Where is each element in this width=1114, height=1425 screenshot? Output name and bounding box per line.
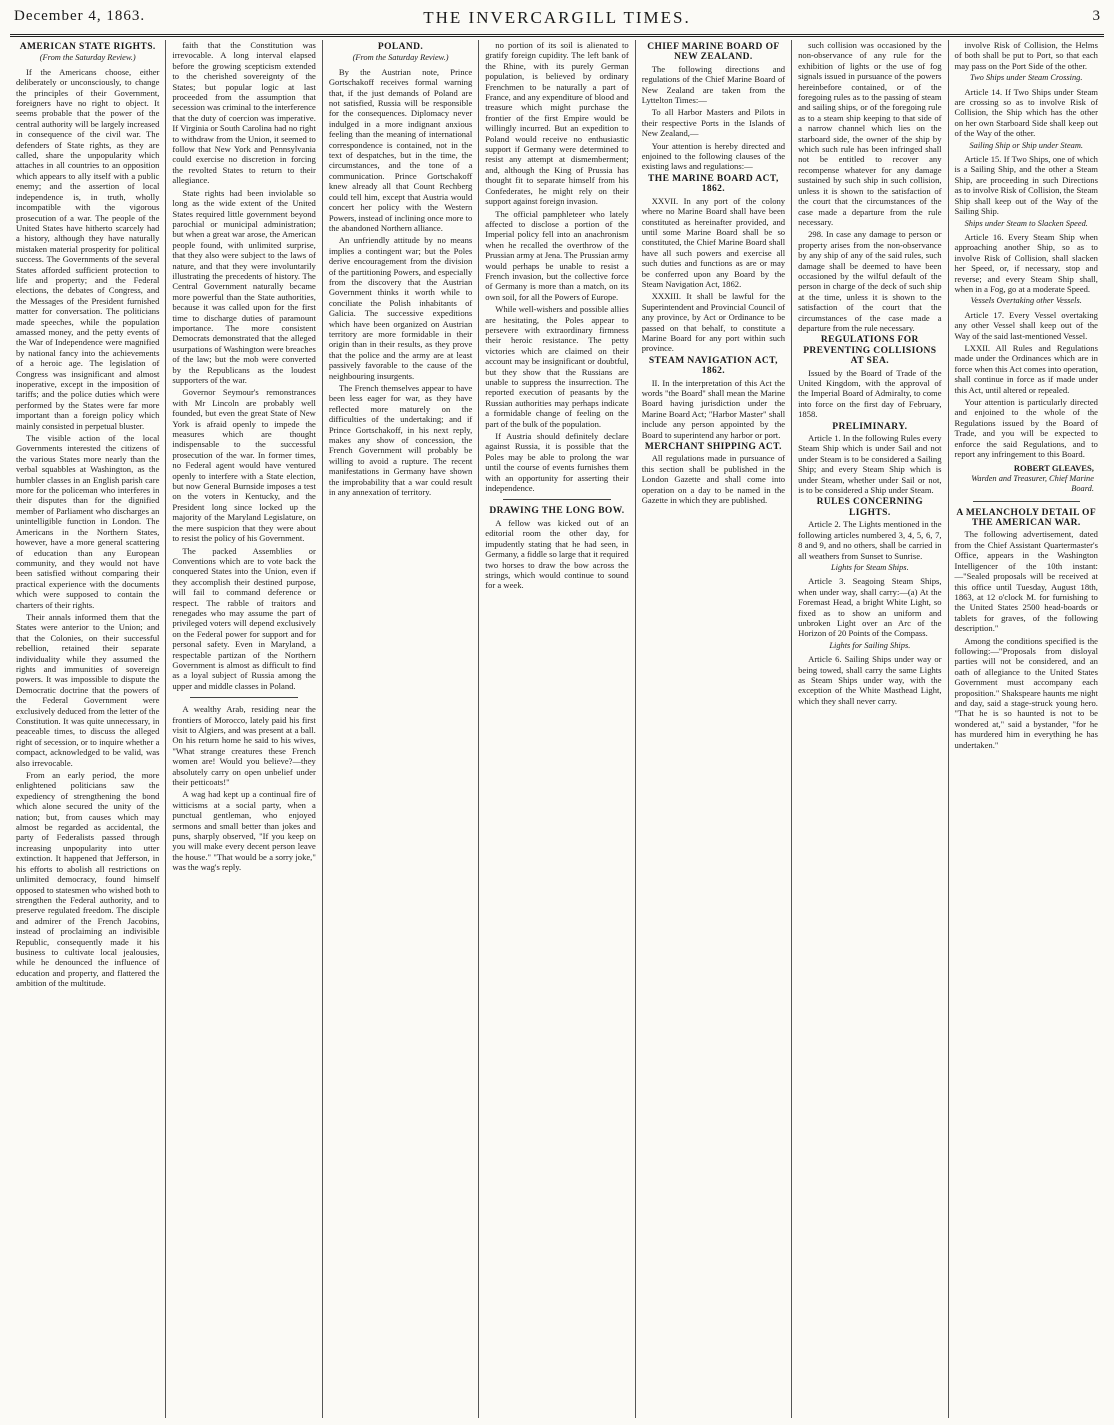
signature-title: Warden and Treasurer, Chief Marine Board. <box>971 473 1094 494</box>
paragraph: Article 16. Every Steam Ship when approaching another Ship, so as to involve Risk of Collision, shall slacken her Speed, or, if necessary, stop and reverse; and every Steam Ship shall, when in a Fog, go at a moderate Speed. <box>954 231 1098 294</box>
paragraph: Article 2. The Lights mentioned in the following articles numbered 3, 4, 5, 6, 7, 8 and 9, and no others, shall be carried in all weathers from Sunset to Sunrise. <box>798 519 942 561</box>
section-heading: STEAM NAVIGATION ACT, 1862. <box>648 355 778 377</box>
paragraph: such collision was occasioned by the non-observance of any rule for the exhibition of lights or the use of fog signals issued in pursuance of the powers hereinbefore contained, or of the foregoing rules as to the passing of steam and sailing ships, or of the foregoing rule as to a steam ship keeping to that side of a narrow channel which lies on the starboard side, the owner of the ship by which such rule has been infringed shall not be entitled to recover any recompense whatever for any damage sustained by such ship in such collision, unless it is shown to the satisfaction of the court that the circumstances of the case made a departure from the rule necessary. <box>798 40 942 227</box>
paragraph: LXXII. All Rules and Regulations made under the Ordinances which are in force when this Act comes into operation, shall continue in force as if made under this Act, until altered or repealed. <box>954 342 1098 395</box>
paragraph: II. In the interpretation of this Act the words "the Board" shall mean the Marine Board having jurisdiction under the Marine Board Act; "Harbor Master" shall include any person appointed by the Board to superintend any harbor or port. <box>641 377 786 440</box>
article-headline: DRAWING THE LONG BOW. <box>489 506 625 517</box>
section-heading: RULES CONCERNING LIGHTS. <box>816 497 924 518</box>
paragraph: involve Risk of Collision, the Helms of both shall be put to Port, so that each may pass on the Port Side of the other. <box>954 40 1098 71</box>
paragraph: The visible action of the local Governments interested the citizens of the various States more nearly than the verbal squabbles at Washington, as the humbler classes in an English parish care more for the policeman who interferes in their disputes than for the dignified member of Parliament who discharges an unintelligible function in London. The Americans in the Northern States, however, have a more general scattering of education than any European community, and they would not have been satisfied without comparing their practical experience with the documents which were supposed to contain the charters of their rights. <box>16 433 160 610</box>
paragraph: Among the conditions specified is the following:—"Proposals from disloyal parties will not be considered, and an oath of allegiance to the United States Government must accompany each proposition." Shakspeare haunts me night and day, said a stage-struck young hero. "That he is so haunted is not to be wondered at," said a bystander, "for he has murdered him in everything he has undertaken." <box>954 635 1098 750</box>
column-1 <box>10 40 166 1418</box>
subsection-heading: Lights for Sailing Ships. <box>829 640 911 650</box>
column-6 <box>792 40 948 1418</box>
paragraph: By the Austrian note, Prince Gortschakoff receives formal warning that, if the just demands of Poland are not satisfied, Russia will be responsible for the consequences. Diplomacy never indulged in a more indignant anxious feeling than the meaning of international correspondence is contained, not in the text of despatches, but in the time, the circumstances, and the tone of a communication. Prince Gortschakoff knew already all that Count Rechberg could tell him, except that Austria would concert her policy with the Western Powers, instead of inclining once more to the abandoned Northern alliance. <box>328 66 473 233</box>
paragraph: State rights had been inviolable so long as the wide extent of the United States required little government beyond parochial or municipal administration; but when a great war arose, the American people found, with unlimited surprise, that they also were subject to the laws of nature, and that they were involuntarily illustrating the precedents of history. The Central Government naturally became more powerful than the State authorities, because it was called upon for the first time to discharge duties of paramount importance. The more consistent Democrats demonstrated that the alleged usurpations of Washington were breaches of the law; but the mob were converted by the Republicans as the loudest supporters of the war. <box>172 187 316 385</box>
subsection-heading: Ships under Steam to Slacken Speed. <box>964 218 1088 228</box>
paragraph: XXVII. In any port of the colony where no Marine Board shall have been constituted as hereinafter provided, and until some Marine Board shall be so constituted, the Chief Marine Board shall have all such powers and exercise all such duties and functions as are or may be conferred upon any Board by the Steam Navigation Act, 1862. <box>641 195 786 289</box>
paragraph: An unfriendly attitude by no means implies a contingent war; but the Poles derive encouragement from the division of the partitioning Powers, and especially from the discovery that the Austrian Government thinks it worth while to conciliate the Polish inhabitants of Galicia. The successive expeditions which have been organized on Austrian territory are more formidable in their origin than in their results, as they prove that the police and the army are at least passively favorable to the cause of the neighbouring insurgents. <box>328 235 473 381</box>
paragraph: Article 1. In the following Rules every Steam Ship which is under Sail and not under Steam is to be considered a Sailing Ship; and every Steam Ship which is under Steam, whether under Sail or not, is to be considered a Ship under Steam. <box>798 433 942 496</box>
issue-date: December 4, 1863. <box>14 8 146 24</box>
section-heading: MERCHANT SHIPPING ACT. <box>644 442 782 453</box>
paragraph: Article 6. Sailing Ships under way or being towed, shall carry the same Lights as Steam Ships under way, with the exception of the White Masthead Light, which they shall never carry. <box>798 654 942 706</box>
paragraph: no portion of its soil is alienated to gratify foreign cupidity. The left bank of the Rhine, with its purely German population, is believed by ordinary Frenchmen to be naturally a part of France, and any expenditure of blood and treasure which might purchase the frontier of the first Empire would be willingly incurred. But an expedition to Poland would receive no enthusiastic support if Germany were determined to resist any attempt at dismemberment; and, although the King of Prussia has thought fit to separate himself from his Confederates, he might rely on their support against foreign invasion. <box>485 40 629 207</box>
paragraph: Your attention is particularly directed and enjoined to the whole of the Regulations issued by the Board of Trade, and you will be expected to enforce the said Regulations, and to report any infringement to this Board. <box>954 397 1098 460</box>
column-4 <box>479 40 635 1418</box>
paragraph: If the Americans choose, either deliberately or unconsciously, to change the principles of their Government, foreigners have no right to object. It seems probable that the power of the central authority will be largely increased in consequence of the civil war. The defenders of State rights, as they are called, share the unpopularity which attaches in all countries to an opposition which appears to ally itself with a public enemy; and the assertion of local independence is, in truth, wholly incompatible with the vigorous prosecution of a war. The people of the United States have hitherto scarcely had a history, although they have naturally mistaken material prosperity for political success. The Governments of the several States afforded sufficient protection to life and property; and the Federal elections, the debates of Congress, and the Messages of the President furnished matter for conversation. The politicians made speeches, while the population amassed money, and the petty events of the War of Independence were magnified by national fancy into the achievements of a heroic age. The legislation of Congress was insignificant and almost inoperative, except in the imposition of tariffs; and the police duties which were performed by the States were far more important than a foreign policy which mainly consisted in perpetual bluster. <box>16 66 160 431</box>
column-7 <box>949 40 1104 1418</box>
masthead <box>10 4 1104 37</box>
paragraph: The packed Assemblies or Conventions which are to vote back the conquered States into the Union, even if they accomplish their destined purpose, will fail to command deference or respect. The rabble of traitors and renegades who may assume the part of privileged voters will depend exclusively on the Federal power for support and for personal safety. Even in Maryland, a respectable partizan of the Northern Government is almost as difficult to find as a loyal subject of Russia among the upper and middle classes in Poland. <box>172 545 316 691</box>
signature: ROBERT GLEAVES, <box>1013 463 1094 474</box>
paragraph: Article 3. Seagoing Steam Ships, when under way, shall carry:—(a) At the Foremast Head, a bright White Light, so fixed as to show an uniform and unbroken Light over an Arc of the Horizon of 20 Points of the Compass. <box>798 576 942 639</box>
paragraph: 298. In case any damage to person or property arises from the non-observance by any ship of any of the said rules, such damage shall be deemed to have been occasioned by the wilful default of the person in charge of the deck of such ship at the time, unless it is shown to the satisfaction of the court that the circumstances of the case made a departure from the rule necessary. <box>798 229 942 333</box>
section-heading: REGULATIONS FOR PREVENTING COLLISIONS AT SEA. <box>803 335 937 367</box>
paragraph: Article 15. If Two Ships, one of which is a Sailing Ship, and the other a Steam Ship, are proceeding in such Directions as to involve Risk of Collision, the Steam Ship shall keep out of the Way of the Sailing Ship. <box>954 154 1098 217</box>
subsection-heading: Vessels Overtaking other Vessels. <box>970 296 1082 306</box>
anecdote-paragraph: A wag had kept up a continual fire of witticisms at a social party, when a punctual gentleman, who enjoyed sermons and small better than jokes and puns, sharply observed, "If you keep on you will make every decent person leave the house." "That would be a sorry joke," was the wag's reply. <box>172 789 316 873</box>
article-source: (From the Saturday Review.) <box>39 53 136 63</box>
paragraph: If Austria should definitely declare against Russia, it is possible that the Poles may be able to prolong the war until the course of events furnishes them with an opportunity for asserting their independence. <box>485 431 629 494</box>
paragraph: Governor Seymour's remonstrances with Mr Lincoln are probably well founded, but even the great State of New York is afraid openly to impede the measures which are thought indispensable to the successful prosecution of the war. In former times, no Federal agent would have ventured openly to interfere with a State election, but now General Burnside imposes a test on the voters in Kentucky, and the President long since locked up the majority of the Maryland Legislature, on the mere suspicion that they were about to resist the policy of his Government. <box>172 387 316 544</box>
article-headline: A MELANCHOLY DETAIL OF THE AMERICAN WAR. <box>956 507 1097 529</box>
paragraph: Your attention is hereby directed and enjoined to the following clauses of the existing laws and regulations:— <box>641 140 786 172</box>
paragraph: The following advertisement, dated from the Chief Assistant Quartermaster's Office, appears in the Washington Intelligencer of the 10th instant:—"Sealed proposals will be received at this office until Tuesday, August 18th, 1863, at 12 o'clock M. for furnishing to the United States 2500 head-boards or tablets for graves, of the following description." <box>954 529 1098 634</box>
newspaper-title: THE INVERCARGILL TIMES. <box>423 8 691 27</box>
article-headline: POLAND. <box>377 42 424 52</box>
paragraph: While well-wishers and possible allies are hesitating, the Poles appear to persevere with extraordinary firmness their heroic resistance. The petty victories which are claimed on their account may be insignificant or doubtful, but they show that the Russians are unable to suppress the insurrection. The reported execution of peasants by the Russian authorities may perhaps indicate a formidable change of feeling on the part of the bulk of the population. <box>485 304 629 429</box>
paragraph: XXXIII. It shall be lawful for the Superintendent and Provincial Council of any province, by Act or Ordinance to be passed on that behalf, to constitute a Marine Board for any port within such province. <box>641 291 786 354</box>
section-divider <box>503 499 610 500</box>
subsection-heading: Two Ships under Steam Crossing. <box>970 73 1083 83</box>
paragraph: Article 17. Every Vessel overtaking any other Vessel shall keep out of the Way of the said last-mentioned Vessel. <box>954 309 1098 341</box>
paragraph: A fellow was kicked out of an editorial room the other day, for impudently stating that he had seen, in Germany, a fiddle so large that it required two horses to draw the bow across the strings, which would continue to sound for a week. <box>485 517 629 591</box>
paragraph: faith that the Constitution was irrevocable. A long interval elapsed before the growing scepticism extended to the cherished sovereignty of the States; but popular logic at last proceeded from the assumption that secession was criminal to the interference that the duty of coercion was imperative. If Virginia or South Carolina had no right to withdraw from the Union, it seemed to follow that New York and Pennsylvania could exercise no discretion in forcing the revolted States to return to their allegiance. <box>172 40 316 186</box>
paragraph: Issued by the Board of Trade of the United Kingdom, with the approval of the Imperial Board of Admiralty, to come into force on the first day of February, 1858. <box>798 367 942 420</box>
subsection-heading: Sailing Ship or Ship under Steam. <box>969 140 1083 150</box>
page-number: 3 <box>1092 8 1100 24</box>
article-headline: AMERICAN STATE RIGHTS. <box>19 42 156 52</box>
paragraph: The following directions and regulations of the Chief Marine Board of New Zealand are taken from the Lyttelton Times:— <box>641 63 786 106</box>
paragraph: All regulations made in pursuance of this section shall be published in the London Gazette and shall come into operation on a day to be named in the Gazette in which they are published. <box>641 453 786 506</box>
paragraph: Their annals informed them that the States were anterior to the Union; and that the Colonies, on their successful rebellion, retained their separate individuality while they assumed the rights and immunities of sovereign powers. It was impossible to dispute the Democratic doctrine that the powers of the Federal Government were exclusively deduced from the letter of the Constitution. It was quite unnecessary, in peaceable times, to discuss the alleged right of secession, or to inquire whether a compact, acknowledged to be valid, was also irrevocable. <box>16 611 160 768</box>
section-divider <box>190 697 297 698</box>
anecdote-paragraph: A wealthy Arab, residing near the frontiers of Morocco, lately paid his first visit to Algiers, and was present at a ball. On his return home he said to his wives, "What strange creatures these French women are! Would you believe?—they absolutely carry on open unbelief under their petticoats!" <box>172 704 316 788</box>
subsection-heading: Lights for Steam Ships. <box>830 562 909 572</box>
paragraph: The official pamphleteer who lately affected to disclose a portion of the Imperial policy fell into an anachronism when he recalled the overthrow of the Prussian army at Jena. The Prussian army would perhaps be unable to resist a French invasion, but the collective force of Germany is more than a match, on its own soil, for all the Powers of Europe. <box>485 208 629 302</box>
paragraph: Article 14. If Two Ships under Steam are crossing so as to involve Risk of Collision, the Ship which has the other on her own Starboard Side shall keep out of the Way of the other. <box>954 86 1098 139</box>
column-5 <box>636 40 792 1418</box>
paragraph: The French themselves appear to have been less eager for war, as they have reflected more maturely on the difficulties of the undertaking; and if Prince Gortschakoff, in his next reply, makes any show of concession, the French Government will probably be willing to avoid a rupture. The recent manifestations in Germany have shown the improbability that a war could result in any annexation of territory. <box>328 383 473 498</box>
paragraph: To all Harbor Masters and Pilots in their respective Ports in the Islands of New Zealand,— <box>641 107 786 139</box>
section-heading: THE MARINE BOARD ACT, 1862. <box>648 173 779 195</box>
column-2 <box>166 40 322 1418</box>
section-divider <box>973 501 1080 502</box>
paragraph: From an early period, the more enlightened politicians saw the expediency of strengthening the bond which alone secured the unity of the nation; but, from causes which may almost be regarded as accidental, the party of Federalists passed through increasing unpopularity into utter extinction. It happened that Jefferson, in his efforts to abolish all restrictions on unlimited democracy, found himself opposed to statesmen who wished both to strengthen the Federal authority, and to preserve regulated freedom. The disciple and admirer of the French Jacobins, instead of proclaiming an indivisible Republic, consequently made it his business to cultivate local jealousies, while he denounced the influence of education and property, and flattered the ambition of the multitude. <box>16 770 160 989</box>
section-heading: PRELIMINARY. <box>832 421 908 432</box>
article-source: (From the Saturday Review.) <box>352 53 449 63</box>
column-3 <box>323 40 479 1418</box>
columns <box>10 40 1104 1418</box>
article-headline: CHIEF MARINE BOARD OF NEW ZEALAND. <box>647 42 780 63</box>
